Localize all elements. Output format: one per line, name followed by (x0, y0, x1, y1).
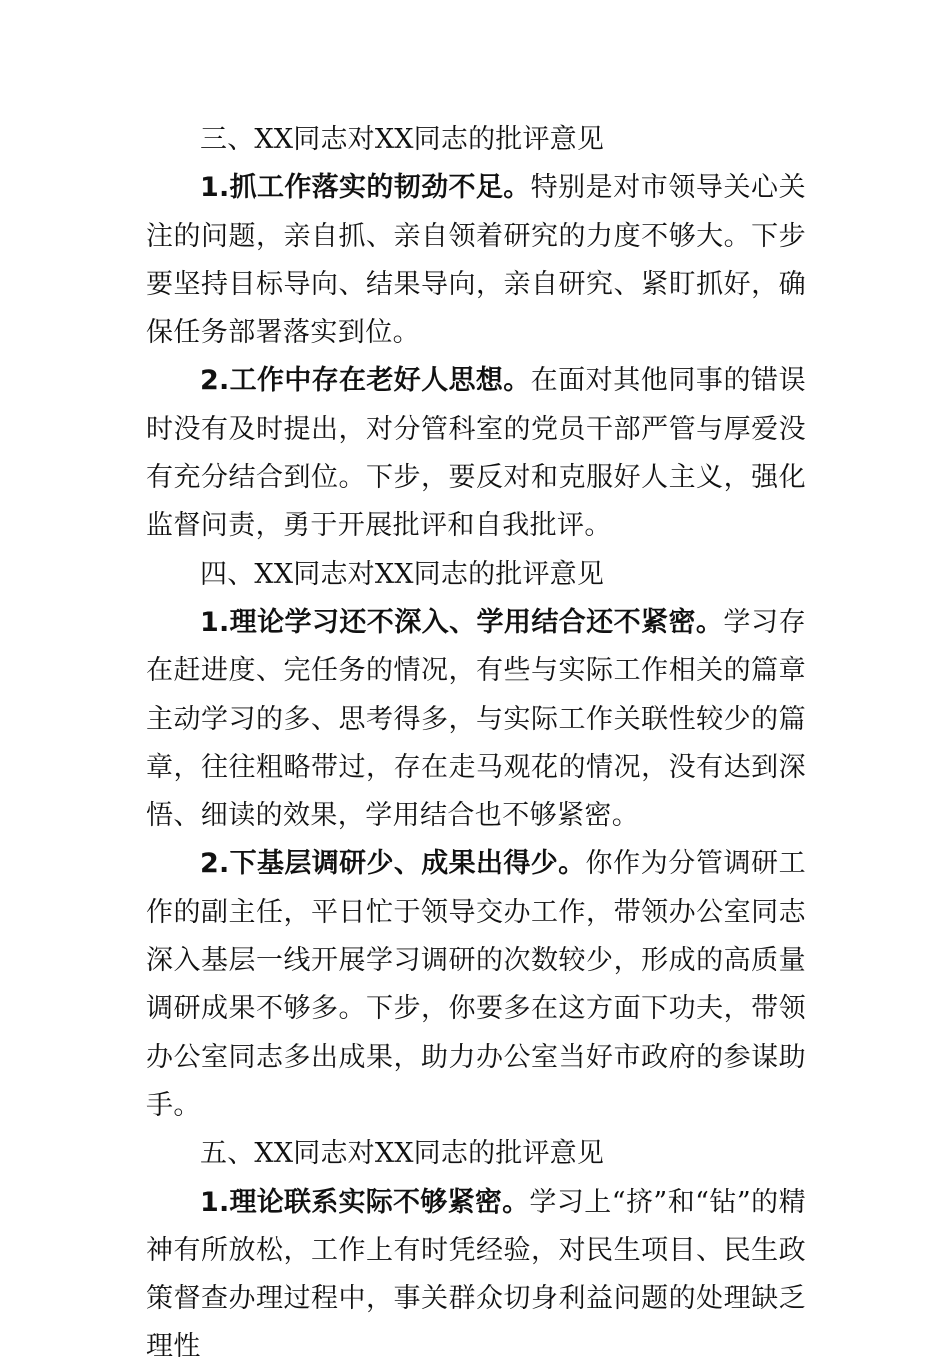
paragraph-lead: 1.理论联系实际不够紧密。 (200, 1186, 530, 1218)
paragraph-text: 你作为分管调研工作的副主任，平日忙于领导交办工作，带领办公室同志深入基层一线开展学习调研的次数较少，形成的高质量调研成果不够多。下步，你要多在这方面下功夫，带领办公室同志多出成果，助力办公室当好市政府的参谋助手。 (146, 848, 806, 1121)
paragraph (146, 1179, 806, 1372)
paragraph-text: 特别是对市领导关心关注的问题，亲自抓、亲自领着研究的力度不够大。下步要坚持目标导向、结果导向，亲自研究、紧盯抓好，确保任务部署落实到位。 (146, 172, 806, 349)
section-heading: 五、XX同志对XX同志的批评意见 (200, 1138, 605, 1170)
paragraph-lead: 2.工作中存在老好人思想。 (200, 365, 531, 397)
paragraph-lead: 2.下基层调研少、成果出得少。 (200, 848, 586, 880)
paragraph-text: 学习上“挤”和“钻”的精神有所放松，工作上有时凭经验，对民生项目、民生政策督查办理过程中，事关群众切身利益问题的处理缺乏理性 (146, 1186, 806, 1363)
document-body (146, 116, 806, 1372)
paragraph (146, 357, 806, 550)
paragraph (146, 599, 806, 840)
section-heading: 四、XX同志对XX同志的批评意见 (200, 558, 605, 590)
paragraph (146, 164, 806, 357)
paragraph (146, 840, 806, 1130)
paragraph-text: 在面对其他同事的错误时没有及时提出，对分管科室的党员干部严管与厚爱没有充分结合到位。下步，要反对和克服好人主义，强化监督问责，勇于开展批评和自我批评。 (146, 365, 806, 542)
section-heading: 三、XX同志对XX同志的批评意见 (200, 124, 605, 155)
paragraph-text: 学习存在赶进度、完任务的情况，有些与实际工作相关的篇章主动学习的多、思考得多，与实际工作关联性较少的篇章，往往粗略带过，存在走马观花的情况，没有达到深悟、细读的效果，学用结合也不够紧密。 (146, 606, 806, 832)
paragraph-lead: 1.抓工作落实的韧劲不足。 (200, 172, 531, 204)
paragraph-lead: 1.理论学习还不深入、学用结合还不紧密。 (200, 606, 724, 638)
